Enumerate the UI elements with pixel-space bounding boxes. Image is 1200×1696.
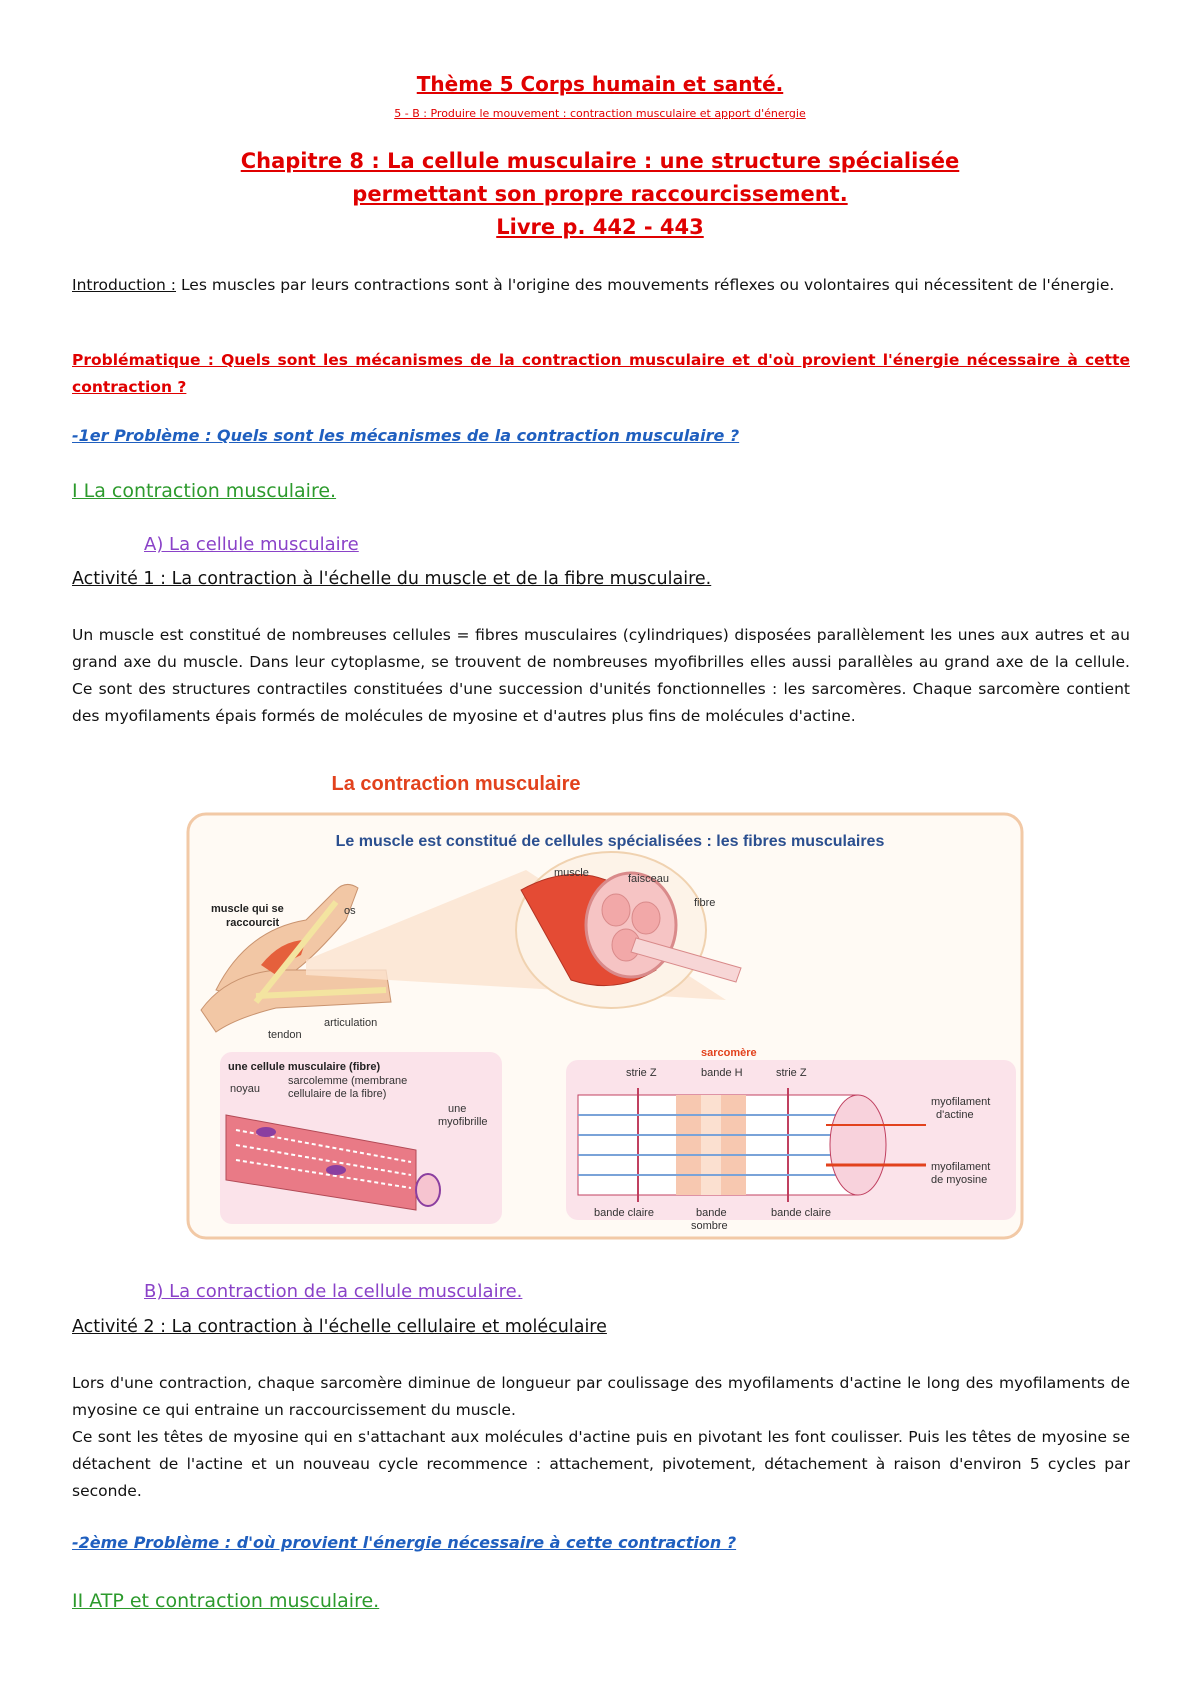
label-bande-h: bande H: [701, 1067, 743, 1079]
label-bande-claire-left: bande claire: [594, 1207, 654, 1219]
label-bande-sombre-2: sombre: [691, 1220, 728, 1232]
label-strie-z-left: strie Z: [626, 1067, 657, 1079]
chapter-line-2: permettant son propre raccourcissement.: [352, 182, 848, 206]
label-os: os: [344, 905, 356, 917]
probleme-2: -2ème Problème : d'où provient l'énergie nécessaire à cette contraction ?: [72, 1533, 737, 1552]
label-muscle-raccourcit-2: raccourcit: [226, 917, 280, 929]
figure-title: La contraction musculaire: [331, 773, 581, 795]
section-2-title: II ATP et contraction musculaire.: [72, 1590, 380, 1612]
theme-title: Thème 5 Corps humain et santé.: [416, 72, 784, 96]
chapter-line-1: Chapitre 8 : La cellule musculaire : une structure spécialisée: [240, 149, 960, 173]
label-bande-sombre-1: bande: [696, 1207, 727, 1219]
myofibril-illustration: [578, 1088, 926, 1202]
subsection-a-title: A) La cellule musculaire: [144, 534, 359, 555]
label-myofilament-myosine-1: myofilament: [931, 1161, 991, 1173]
introduction-text: Les muscles par leurs contractions sont à l'origine des mouvements réflexes ou volontaires qui nécessitent de l'énergie.: [176, 276, 1115, 294]
label-muscle-raccourcit-1: muscle qui se: [211, 903, 284, 915]
label-noyau: noyau: [230, 1083, 260, 1095]
label-une: une: [448, 1103, 467, 1115]
probleme-1: -1er Problème : Quels sont les mécanismes de la contraction musculaire ?: [72, 426, 740, 445]
subsection-b-title: B) La contraction de la cellule musculaire.: [144, 1281, 523, 1302]
label-fibre: fibre: [694, 897, 716, 909]
label-strie-z-right: strie Z: [776, 1067, 807, 1079]
paragraph-contraction-a: Lors d'une contraction, chaque sarcomère diminue de longueur par coulissage des myofilaments d'actine le long des myofilaments de myosine ce qui entraine un raccourcissement du muscle.: [72, 1374, 1130, 1419]
label-myofilament-myosine-2: de myosine: [931, 1174, 988, 1186]
label-myofilament-actine-2: d'actine: [936, 1109, 974, 1121]
subtheme: 5 - B : Produire le mouvement : contraction musculaire et apport d'énergie: [394, 107, 806, 120]
label-articulation: articulation: [324, 1017, 378, 1029]
introduction: [72, 272, 1130, 299]
book-reference: Livre p. 442 - 443: [496, 215, 704, 239]
chapter-title: [0, 145, 1200, 244]
label-sarcolemme-2: cellulaire de la fibre): [288, 1088, 387, 1100]
introduction-label: Introduction :: [72, 276, 177, 294]
label-faisceau: faisceau: [628, 873, 669, 885]
activity-2-title: Activité 2 : La contraction à l'échelle cellulaire et moléculaire: [72, 1317, 607, 1337]
muscle-contraction-figure: [186, 770, 1026, 1242]
label-muscle: muscle: [554, 867, 589, 879]
label-myofilament-actine-1: myofilament: [931, 1096, 991, 1108]
label-tendon: tendon: [268, 1029, 302, 1041]
label-myofibrille: myofibrille: [438, 1116, 488, 1128]
label-bande-claire-right: bande claire: [771, 1207, 831, 1219]
figure-subtitle: Le muscle est constitué de cellules spécialisées : les fibres musculaires: [335, 833, 885, 850]
section-1-title: I La contraction musculaire.: [72, 480, 337, 502]
paragraph-contraction: [72, 1370, 1130, 1505]
label-sarcolemme-1: sarcolemme (membrane: [288, 1075, 408, 1087]
paragraph-contraction-b: Ce sont les têtes de myosine qui en s'attachant aux molécules d'actine puis en pivotant les font coulisser. Puis les têtes de myosine se détachent de l'actine et un nouveau cycle recommence : attachement, pivotement, détachement à raison d'environ 5 cycles par seconde.: [72, 1428, 1130, 1500]
activity-1-title: Activité 1 : La contraction à l'échelle du muscle et de la fibre musculaire.: [72, 569, 712, 589]
problematique: Problématique : Quels sont les mécanismes de la contraction musculaire et d'où provient l'énergie nécessaire à cette contraction ?: [72, 351, 1130, 396]
label-cellule-musculaire: une cellule musculaire (fibre): [228, 1061, 381, 1073]
label-sarcomere: sarcomère: [701, 1047, 757, 1059]
paragraph-muscle: Un muscle est constitué de nombreuses cellules = fibres musculaires (cylindriques) disposées parallèlement les unes aux autres et au grand axe du muscle. Dans leur cytoplasme, se trouvent de nombreuses myofibrilles elles aussi parallèles au grand axe de la cellule. Ce sont des structures contractiles constituées d'une succession d'unités fonctionnelles : les sarcomères. Chaque sarcomère contient des myofilaments épais formés de molécules de myosine et d'autres plus fins de molécules d'actine.: [72, 626, 1130, 725]
